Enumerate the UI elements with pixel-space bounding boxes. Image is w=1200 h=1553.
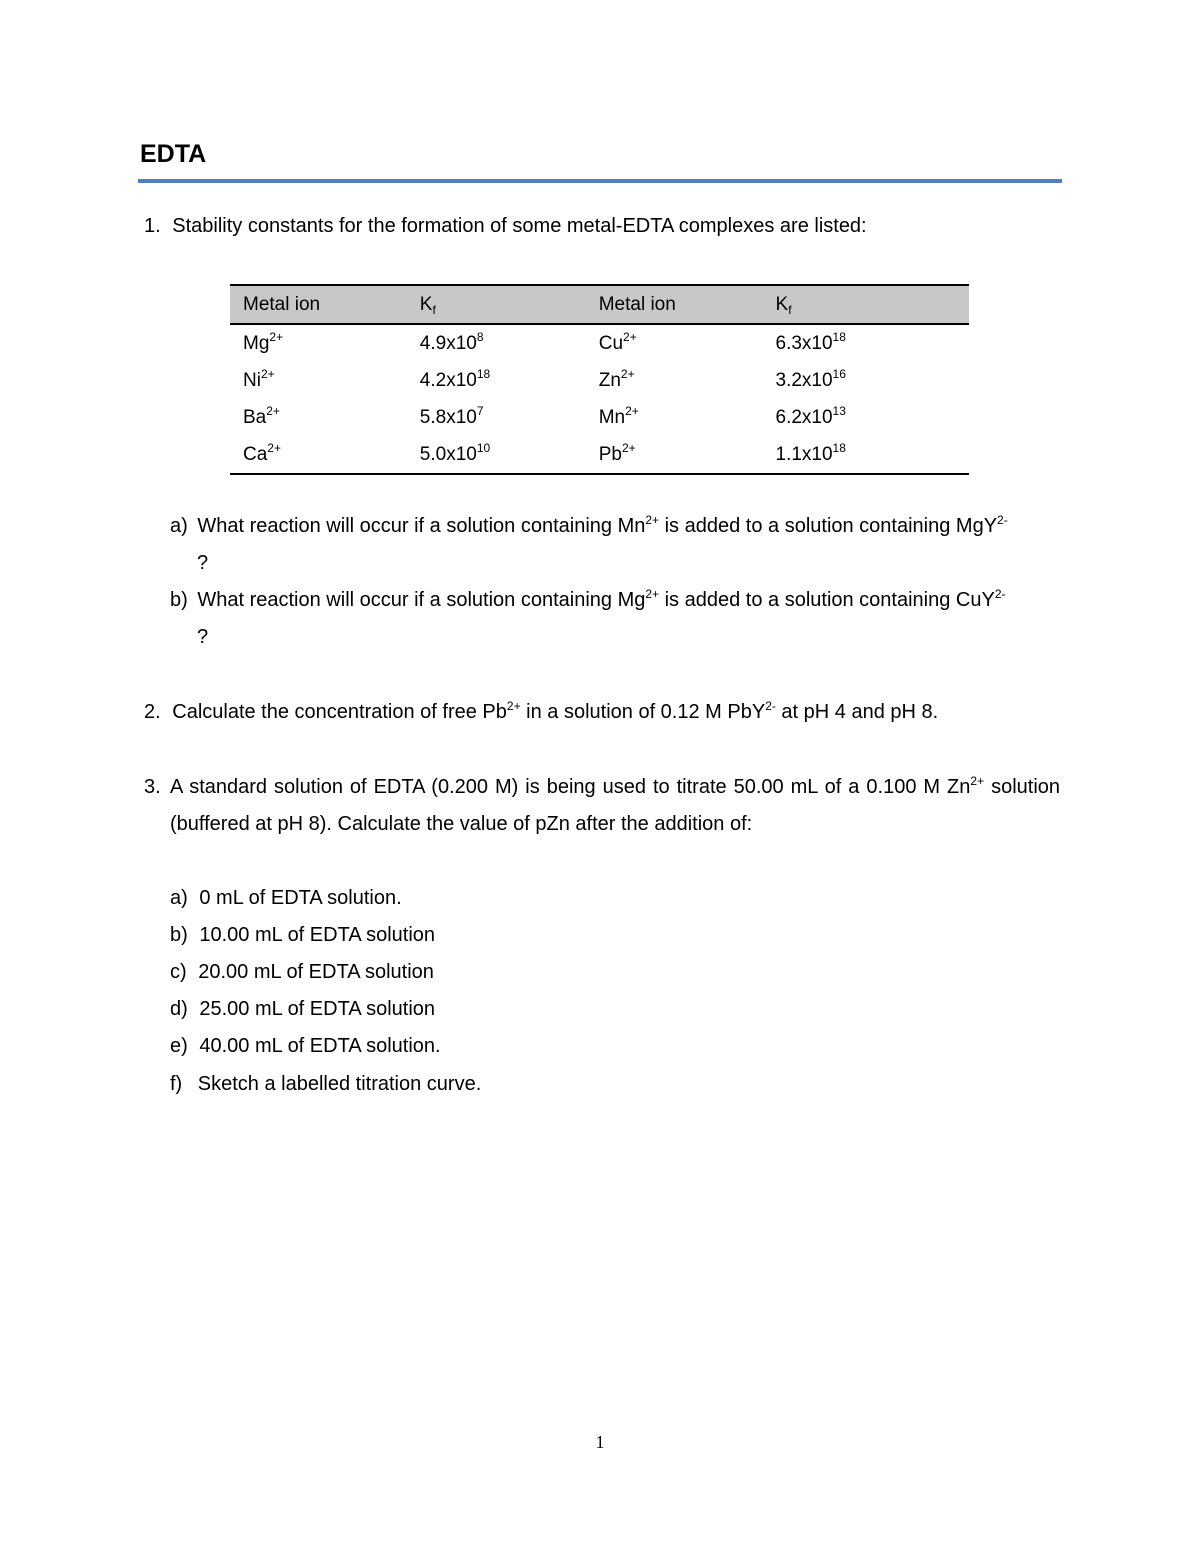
metal-cell: $Cu^{2+}$ (598, 329, 637, 354)
metal-cell: $Ni^{2+}$ (243, 366, 275, 391)
metal-cell: $Ca^{2+}$ (230, 436, 407, 474)
header-metal-ion-1: Metal ion (230, 285, 407, 324)
kf-cell: $6.3x10^{18}$ (775, 329, 846, 354)
question-1b-end: ? (197, 626, 209, 648)
question-1b-label: b) (170, 589, 188, 611)
table-row (230, 362, 969, 399)
list-item (170, 1066, 481, 1103)
list-item (170, 991, 435, 1028)
metal-cell: $Pb^{2+}$ (586, 436, 763, 474)
question-2 (144, 694, 938, 731)
part-text: 0 mL of EDTA solution. (199, 887, 402, 909)
part-text: 40.00 mL of EDTA solution. (199, 1035, 441, 1057)
question-3-number: 3. (144, 776, 161, 798)
metal-cell: $Ba^{2+}$ (243, 403, 280, 428)
question-1b-text: What reaction will occur if a solution containing $Mg^{2+}$ is added to a solution containing CuY$^{2-}$ (197, 587, 1006, 611)
metal-cell: $Mg^{2+}$ (243, 329, 284, 354)
question-3-text: A standard solution of EDTA (0.200 M) is being used to titrate 50.00 mL of a 0.100 M $Zn^{2+}$ solution (buffered at pH 8). Calculate the value of pZn after the addition of: (170, 774, 1061, 835)
page-number: 1 (595, 1432, 605, 1452)
kf-cell: $1.1x10^{18}$ (763, 436, 970, 474)
part-label: e) (170, 1035, 188, 1057)
header-metal-ion-2: Metal ion (586, 285, 763, 324)
part-label: c) (170, 961, 187, 983)
part-text: Sketch a labelled titration curve. (197, 1073, 482, 1095)
question-2-number: 2. (144, 701, 161, 723)
title-underline (138, 179, 1062, 183)
list-item (170, 880, 402, 917)
question-1a (170, 508, 1008, 545)
question-1a-label: a) (170, 515, 188, 537)
header-kf-2: $K_f$ (763, 285, 970, 324)
kf-cell: $5.8x10^7$ (419, 403, 484, 428)
metal-cell: $Zn^{2+}$ (598, 366, 635, 391)
part-label: b) (170, 924, 188, 946)
kf-cell: $5.0x10^{10}$ (407, 436, 586, 474)
kf-cell: $3.2x10^{16}$ (775, 366, 846, 391)
part-text: 10.00 mL of EDTA solution (199, 924, 436, 946)
table-header-row (230, 285, 969, 324)
part-label: f) (170, 1073, 183, 1095)
table-row (230, 324, 969, 362)
stability-constants-table (230, 284, 969, 475)
question-2-text: Calculate the concentration of free $Pb^{2+}$ in a solution of 0.12 M PbY$^{2-}$ at pH 4 and pH 8. (172, 699, 939, 723)
kf-cell: $4.2x10^{18}$ (419, 366, 491, 391)
question-1-number: 1. (144, 215, 161, 237)
question-1b (170, 582, 1006, 619)
metal-cell: $Mn^{2+}$ (598, 403, 639, 428)
question-1a-end: ? (197, 552, 209, 574)
page-title: EDTA (140, 140, 207, 168)
list-item (170, 1028, 441, 1065)
part-label: d) (170, 998, 188, 1020)
question-1-text: Stability constants for the formation of some metal-EDTA complexes are listed: (172, 215, 867, 237)
list-item (170, 917, 435, 954)
table-row (230, 399, 969, 436)
header-kf-1: $K_f$ (407, 285, 586, 324)
part-text: 20.00 mL of EDTA solution (198, 961, 434, 983)
kf-cell: $6.2x10^{13}$ (775, 403, 846, 428)
list-item (170, 954, 434, 991)
question-1a-text: What reaction will occur if a solution containing $Mn^{2+}$ is added to a solution containing MgY$^{2-}$ (197, 513, 1008, 537)
part-text: 25.00 mL of EDTA solution (199, 998, 436, 1020)
table-row (230, 436, 969, 474)
kf-cell: $4.9x10^8$ (419, 329, 484, 354)
part-label: a) (170, 887, 188, 909)
question-1 (144, 208, 867, 245)
